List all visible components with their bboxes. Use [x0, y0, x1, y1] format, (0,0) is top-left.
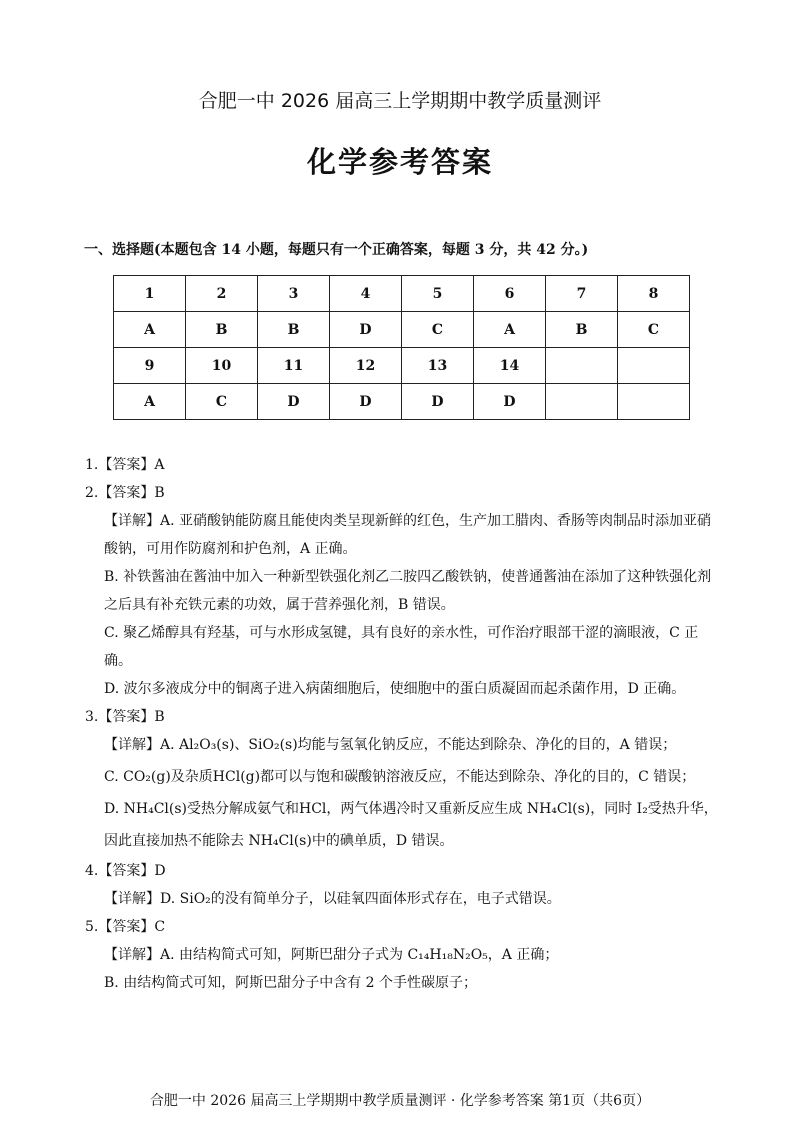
table-cell: C	[618, 312, 690, 348]
detail-line: 因此直接加热不能除去 NH₄Cl(s)中的碘单质，D 错误。	[104, 833, 454, 849]
detail-line: D. NH₄Cl(s)受热分解成氨气和HCl，两气体遇冷时又重新反应生成 NH₄Cl(s)，同时 I₂受热升华，	[104, 801, 718, 817]
table-cell: 5	[402, 276, 474, 312]
table-row	[114, 384, 690, 420]
table-row	[114, 312, 690, 348]
table-cell: 8	[618, 276, 690, 312]
table-cell: 3	[258, 276, 330, 312]
table-cell: A	[474, 312, 546, 348]
table-cell: 12	[330, 348, 402, 384]
header-title: 合肥一中 2026 届高三上学期期中教学质量测评	[198, 90, 602, 112]
detail-line: C. CO₂(g)及杂质HCl(g)都可以与饱和碳酸钠溶液反应，不能达到除杂、净化的目的，C 错误；	[104, 769, 696, 785]
table-cell: 14	[474, 348, 546, 384]
table-row	[114, 348, 690, 384]
table-cell: C	[402, 312, 474, 348]
detail-line: 【详解】A. 亚硝酸钠能防腐且能使肉类呈现新鲜的红色，生产加工腊肉、香肠等肉制品时添加亚硝	[104, 513, 712, 529]
table-cell: D	[330, 312, 402, 348]
detail-line: 之后具有补充铁元素的功效，属于营养强化剂，B 错误。	[104, 597, 455, 613]
table-cell: 7	[546, 276, 618, 312]
answer-table	[113, 275, 690, 420]
detail-line: 【详解】A. Al₂O₃(s)、SiO₂(s)均能与氢氧化钠反应，不能达到除杂、净化的目的，A 错误；	[104, 737, 677, 753]
section-heading: 一、选择题(本题包含 14 小题，每题只有一个正确答案，每题 3 分，共 42 分。)	[84, 242, 589, 258]
table-cell: 10	[186, 348, 258, 384]
detail-line: B. 补铁酱油在酱油中加入一种新型铁强化剂乙二胺四乙酸铁钠，使普通酱油在添加了这种铁强化剂	[104, 569, 712, 585]
answer-line: 2.【答案】B	[85, 485, 165, 501]
answer-line: 3.【答案】B	[85, 709, 165, 725]
answer-line: 1.【答案】A	[85, 457, 165, 473]
answer-line: 5.【答案】C	[85, 919, 166, 935]
table-cell: A	[114, 312, 186, 348]
table-row	[114, 276, 690, 312]
table-cell: B	[186, 312, 258, 348]
table-cell	[546, 348, 618, 384]
table-cell: B	[546, 312, 618, 348]
table-cell: 6	[474, 276, 546, 312]
detail-line: 确。	[104, 653, 132, 669]
doc-title: 化学参考答案	[306, 145, 493, 179]
table-cell: 1	[114, 276, 186, 312]
table-cell: D	[330, 384, 402, 420]
table-cell: 11	[258, 348, 330, 384]
detail-line: D. 波尔多液成分中的铜离子进入病菌细胞后，使细胞中的蛋白质凝固而起杀菌作用，D 正确。	[104, 681, 686, 697]
detail-line: 酸钠，可用作防腐剂和护色剂，A 正确。	[104, 541, 357, 557]
page-footer: 合肥一中 2026 届高三上学期期中教学质量测评 · 化学参考答案 第1页（共6页）	[149, 1093, 651, 1109]
table-cell: D	[258, 384, 330, 420]
table-cell: A	[114, 384, 186, 420]
table-cell: B	[258, 312, 330, 348]
table-cell: D	[402, 384, 474, 420]
table-cell: C	[186, 384, 258, 420]
detail-line: 【详解】A. 由结构简式可知，阿斯巴甜分子式为 C₁₄H₁₈N₂O₅，A 正确；	[104, 947, 559, 963]
table-cell: 2	[186, 276, 258, 312]
table-cell: 9	[114, 348, 186, 384]
answer-line: 4.【答案】D	[85, 863, 166, 879]
table-cell	[618, 384, 690, 420]
detail-line: C. 聚乙烯醇具有羟基，可与水形成氢键，具有良好的亲水性，可作治疗眼部干涩的滴眼液，C 正	[104, 625, 699, 641]
table-cell	[546, 384, 618, 420]
table-cell: 4	[330, 276, 402, 312]
table-cell: D	[474, 384, 546, 420]
detail-line: B. 由结构简式可知，阿斯巴甜分子中含有 2 个手性碳原子；	[104, 975, 477, 991]
table-cell	[618, 348, 690, 384]
detail-line: 【详解】D. SiO₂的没有简单分子，以硅氧四面体形式存在，电子式错误。	[104, 891, 561, 907]
table-cell: 13	[402, 348, 474, 384]
